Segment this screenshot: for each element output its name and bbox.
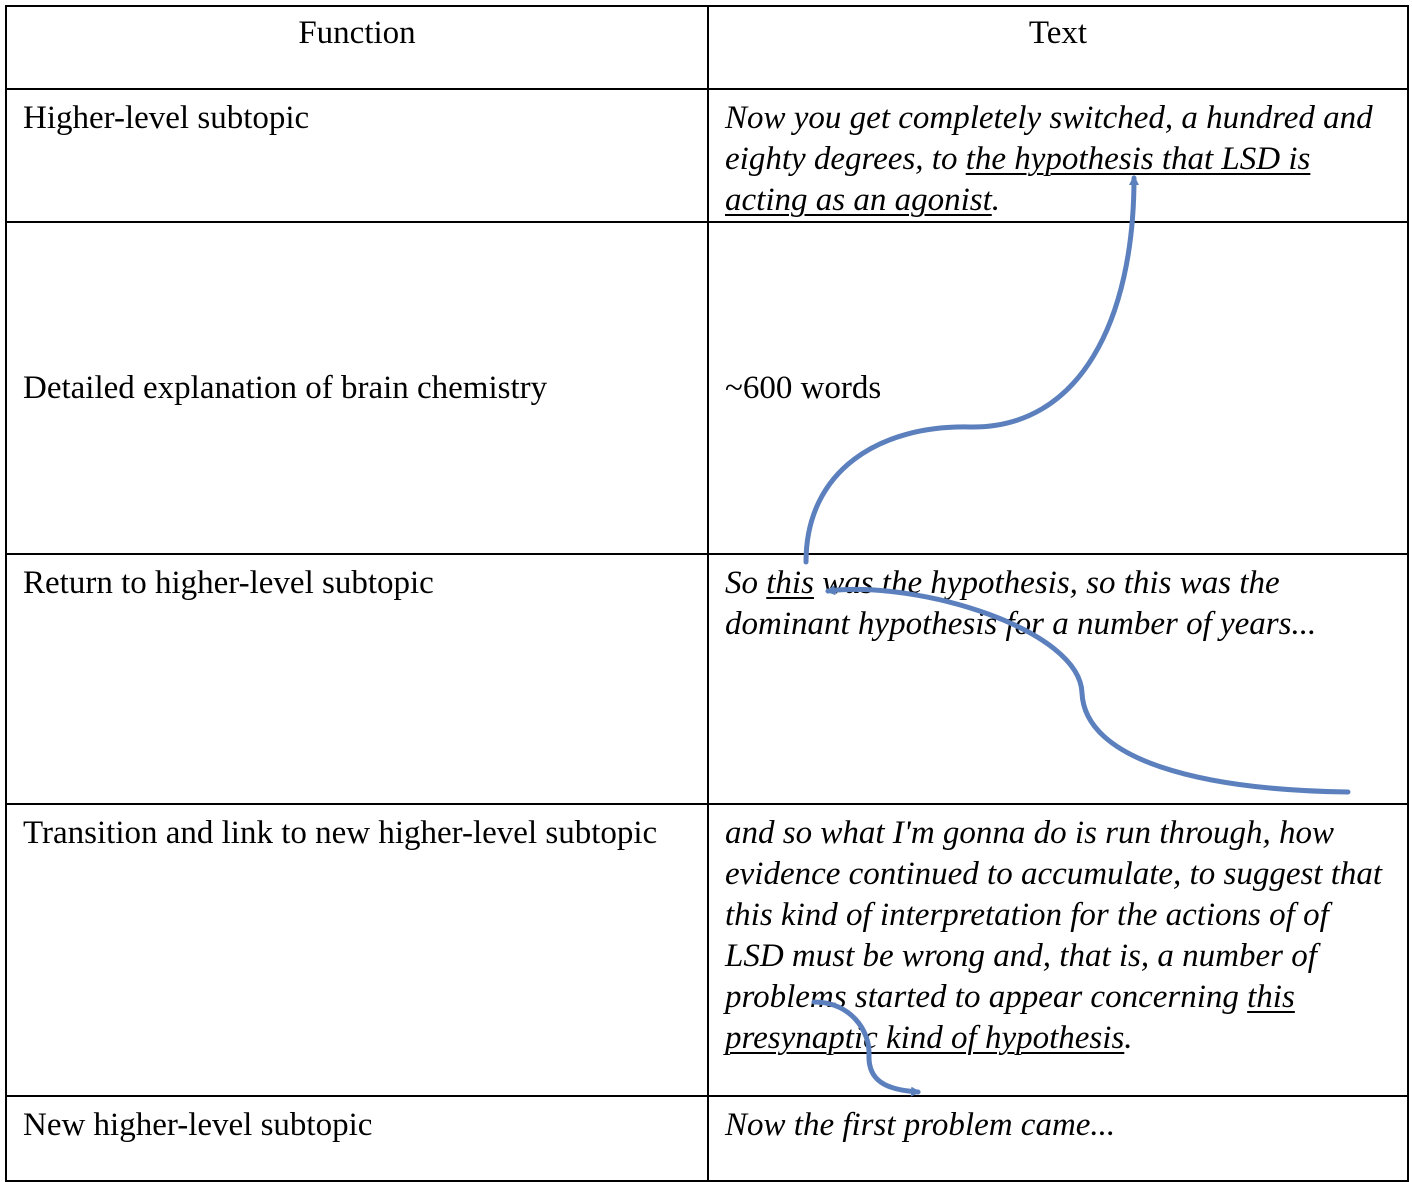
row-1-text-post: . [991,182,1001,218]
row-2-text: ~600 words [708,222,1408,554]
table-row [6,804,1408,1096]
header-text: Text [708,6,1408,89]
row-1-text [708,89,1408,222]
table-row [6,554,1408,804]
row-1-text-pre: Now you get completely switched, a hundred and eighty degrees, to [725,100,1373,177]
row-3-text-link: this [766,565,814,601]
row-1-function: Higher-level subtopic [6,89,708,222]
table-row [6,89,1408,222]
row-4-text-link: this presynaptic kind of hypothesis [725,979,1295,1056]
row-1-text-link: the hypothesis that LSD is acting as an agonist [725,141,1311,218]
row-5-text: Now the first problem came... [708,1096,1408,1181]
header-function: Function [6,6,708,89]
row-5-function: New higher-level subtopic [6,1096,708,1181]
table-header-row [6,6,1408,89]
row-3-text-pre: So [725,565,767,601]
row-4-function: Transition and link to new higher-level subtopic [6,804,708,1096]
row-3-function: Return to higher-level subtopic [6,554,708,804]
table-row [6,1096,1408,1181]
table-row [6,222,1408,554]
row-3-text [708,554,1408,804]
discourse-function-table [5,5,1409,1182]
row-4-text-pre: and so what I'm gonna do is run through, how evidence continued to accumulate, to suggest that this kind of interpretation for the actions of of LSD must be wrong and, that is, a number of problems started to appear concerning [725,815,1383,1015]
row-2-function: Detailed explanation of brain chemistry [6,222,708,554]
row-3-text-post: was the hypothesis, so this was the dominant hypothesis for a number of years... [725,565,1317,642]
row-4-text [708,804,1408,1096]
discourse-table-container [5,5,1407,1173]
row-4-text-post: . [1124,1020,1133,1056]
